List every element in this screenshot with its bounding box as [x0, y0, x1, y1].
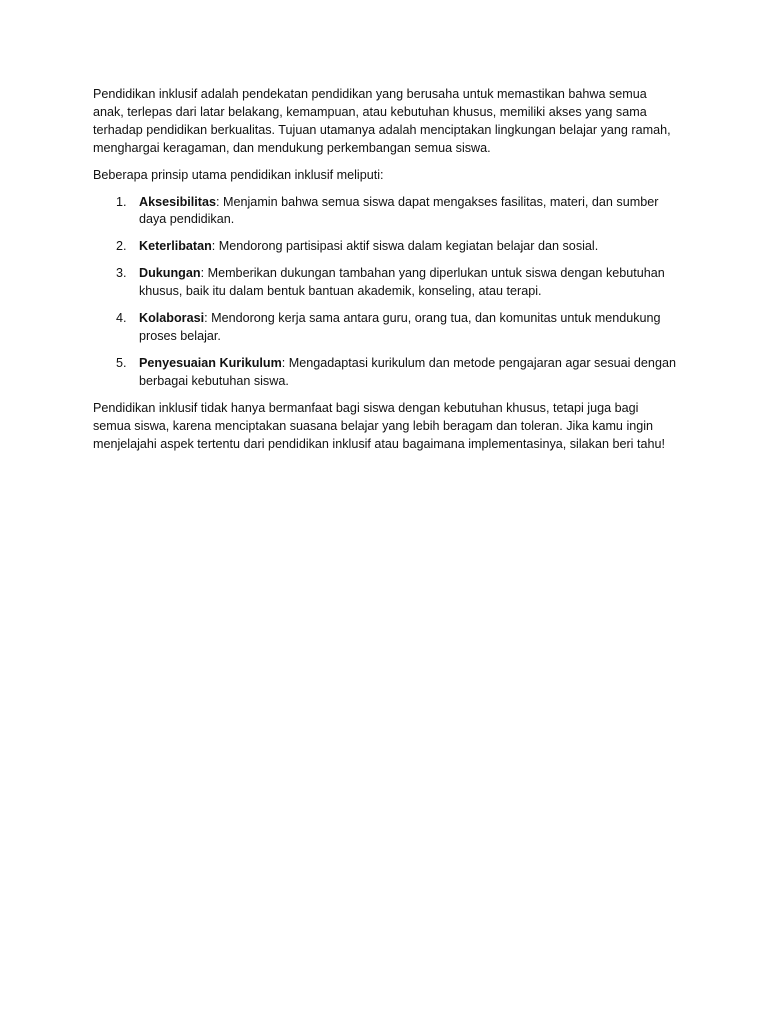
list-item-description: : Memberikan dukungan tambahan yang diperlukan untuk siswa dengan kebutuhan khusus, baik itu dalam bentuk bantuan akademik, konseling, atau terapi. — [139, 266, 665, 299]
list-item-term: Kolaborasi — [139, 311, 205, 326]
list-item-number: 1. — [116, 194, 127, 209]
list-item-description: : Menjamin bahwa semua siswa dapat mengakses fasilitas, materi, dan sumber daya pendidikan. — [139, 194, 659, 227]
closing-paragraph: Pendidikan inklusif tidak hanya bermanfaat bagi siswa dengan kebutuhan khusus, tetapi juga bagi semua siswa, karena menciptakan suasana belajar yang lebih beragam dan toleran. Jika kamu ingin menjelajahi aspek tertentu dari pendidikan inklusif atau bagaimana implementasinya, silakan beri tahu! — [93, 400, 665, 451]
intro-paragraph: Pendidikan inklusif adalah pendekatan pendidikan yang berusaha untuk memastikan bahwa semua anak, terlepas dari latar belakang, kemampuan, atau kebutuhan khusus, memiliki akses yang sama terhadap pendidikan berkualitas. Tujuan utamanya adalah menciptakan lingkungan belajar yang ramah, menghargai keragaman, dan mendukung perkembangan semua siswa. — [93, 87, 671, 155]
list-item-number: 3. — [116, 266, 127, 281]
list-item-number: 2. — [116, 239, 127, 254]
list-item — [93, 265, 678, 301]
list-item-term: Keterlibatan — [139, 239, 212, 254]
list-item-number: 5. — [116, 355, 127, 370]
list-intro: Beberapa prinsip utama pendidikan inklusif meliputi: — [93, 167, 384, 182]
list-item-term: Dukungan — [139, 266, 201, 281]
list-item-description: : Mengadaptasi kurikulum dan metode pengajaran agar sesuai dengan berbagai kebutuhan siswa. — [139, 355, 676, 388]
list-item-description: : Mendorong kerja sama antara guru, orang tua, dan komunitas untuk mendukung proses belajar. — [139, 311, 661, 343]
list-item — [93, 355, 678, 391]
list-item — [93, 194, 678, 230]
list-item — [93, 310, 678, 346]
list-item-description: : Mendorong partisipasi aktif siswa dalam kegiatan belajar dan sosial. — [211, 239, 599, 254]
list-item-number: 4. — [116, 311, 127, 326]
list-item-term: Penyesuaian Kurikulum — [139, 355, 282, 370]
list-item — [93, 238, 678, 256]
document-page — [93, 86, 678, 462]
principles-list — [93, 194, 678, 391]
list-item-term: Aksesibilitas — [139, 194, 217, 209]
